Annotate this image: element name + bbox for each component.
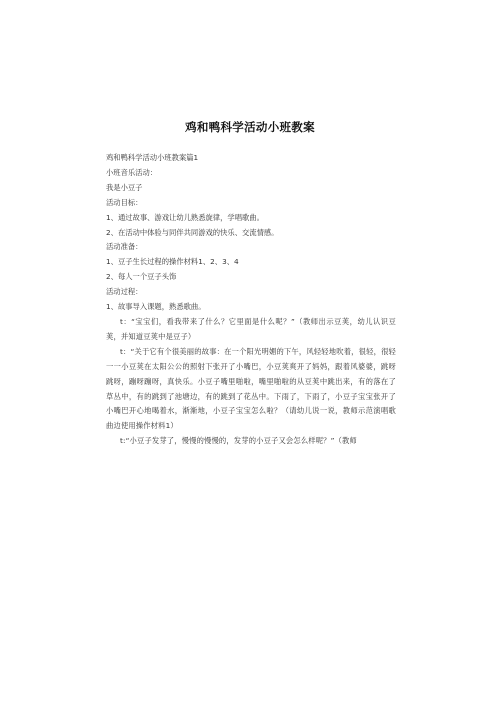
preparation-heading: 活动准备：: [106, 242, 143, 252]
process-heading: 活动过程：: [106, 287, 143, 297]
process-step-1: 1、故事导入课题，熟悉歌曲。: [106, 302, 206, 312]
body-paragraph-1: t：“宝宝们，看我带来了什么？它里面是什么呢？”（教师出示豆荚，幼儿认识豆荚，并知道豆荚中是豆子）: [106, 316, 396, 341]
activity-type: 小班音乐活动：: [106, 167, 158, 177]
section-heading: 鸡和鸭科学活动小班教案篇1: [106, 153, 199, 162]
goals-heading: 活动目标：: [106, 197, 143, 207]
preparation-item-1: 1、豆子生长过程的操作材料1、2、3、4: [106, 257, 239, 267]
goal-item-2: 2、在活动中体验与同伴共同游戏的快乐、交流情感。: [106, 227, 279, 237]
body-paragraph-2: t：“关于它有个很美丽的故事：在一个阳光明媚的下午，风轻轻地吹着，很轻，很轻一一小豆荚在太阳公公的照射下张开了小嘴巴，小豆荚爽开了妈妈，跟着风婆婆，跳呀跳呀，蹦呀蹦呀，真快乐。小豆子嘴里啪啦，嘴里啪啦的从豆荚中跳出来，有的落在了草丛中，有的跳到了池塘边，有的跳到了花丛中。下雨了，下雨了，小豆子宝宝张开了小嘴巴开心地喝着水，渐渐地，小豆子宝宝怎么啦？（请幼儿说一说，教师示范演唱歌曲边使用操作材料1）: [106, 346, 396, 431]
goal-item-1: 1、通过故事、游戏让幼儿熟悉旋律，学唱歌曲。: [106, 212, 264, 222]
activity-name: 我是小豆子: [106, 182, 143, 192]
document-body: [106, 151, 396, 449]
body-paragraph-3: t:“小豆子发芽了，慢慢的慢慢的，发芽的小豆子又会怎么样呢？”（教师: [120, 436, 357, 446]
preparation-item-2: 2、每人一个豆子头饰: [106, 272, 177, 282]
document-title: 鸡和鸭科学活动小班教案: [185, 120, 315, 134]
